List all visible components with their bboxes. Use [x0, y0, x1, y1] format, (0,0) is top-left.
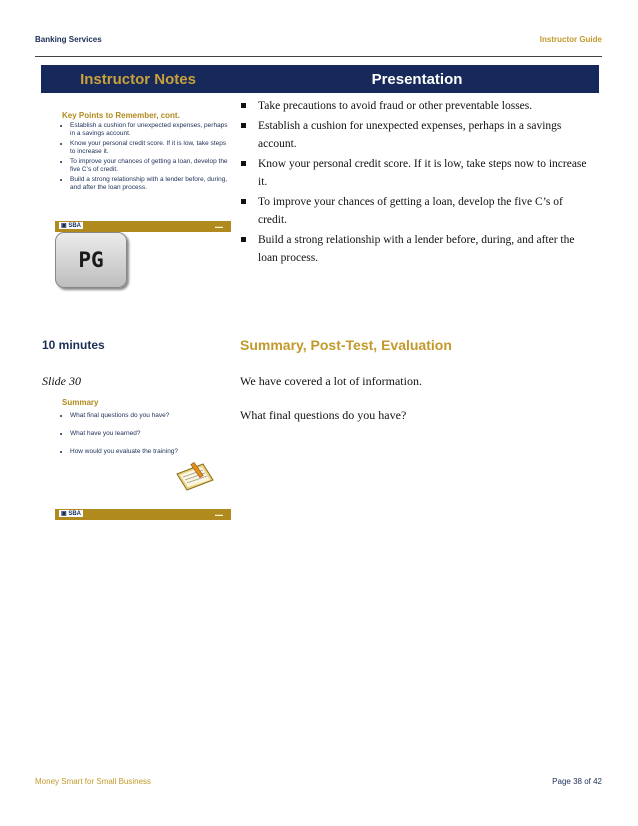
paragraph-covered: We have covered a lot of information.: [240, 374, 422, 388]
presentation-bullet: Know your personal credit score. If it is low, take steps now to increase it.: [240, 155, 592, 191]
presentation-bullet: Take precautions to avoid fraud or other preventable losses.: [240, 97, 592, 115]
slide-bullet-list: [60, 122, 228, 194]
slide-number-label: Slide 30: [42, 374, 81, 388]
slide-footer-bar: [55, 221, 231, 232]
sba-logo: ▣ SBA: [59, 510, 83, 517]
slide-bullet: • Know your personal credit score. If it is low, take steps to increase it.: [70, 140, 228, 156]
clipboard-pencil-icon: [173, 460, 217, 494]
footer-left: Money Smart for Small Business: [35, 777, 152, 786]
slide-footer-mark: ▬▬: [215, 512, 223, 517]
page-number: Page 38 of 42: [552, 777, 602, 786]
pg-badge: PG: [55, 232, 127, 288]
presentation-bullet: Build a strong relationship with a lender before, during, and after the loan process.: [240, 231, 592, 267]
instructor-notes-heading: Instructor Notes: [41, 65, 235, 93]
slide-bullet-list: [60, 412, 228, 458]
slide-title: Key Points to Remember, cont.: [62, 111, 180, 120]
paragraph-questions: What final questions do you have?: [240, 408, 407, 422]
header-right: Instructor Guide: [539, 35, 602, 44]
slide-footer-bar: [55, 509, 231, 520]
header-left: Banking Services: [35, 35, 102, 44]
presentation-bullet: To improve your chances of getting a loan, develop the five C’s of credit.: [240, 193, 592, 229]
time-duration: 10 minutes: [42, 338, 105, 352]
section-title: Summary, Post-Test, Evaluation: [240, 337, 452, 353]
slide-bullet: • Establish a cushion for unexpected expenses, perhaps in a savings account.: [70, 122, 228, 138]
slide-thumbnail-key-points: [55, 100, 231, 232]
slide-bullet: • What final questions do you have?: [70, 412, 228, 420]
slide-thumbnail-summary: [55, 392, 231, 520]
sba-logo: ▣ SBA: [59, 222, 83, 229]
presentation-heading: Presentation: [235, 65, 599, 93]
slide-bullet: • What have you learned?: [70, 430, 228, 438]
slide-footer-mark: ▬▬: [215, 224, 223, 229]
header-divider: [35, 56, 602, 57]
slide-bullet: • How would you evaluate the training?: [70, 448, 228, 456]
presentation-bullet-list: [240, 97, 592, 269]
slide-bullet: • Build a strong relationship with a lender before, during, and after the loan process.: [70, 176, 228, 192]
slide-title: Summary: [62, 398, 99, 407]
presentation-bullet: Establish a cushion for unexpected expenses, perhaps in a savings account.: [240, 117, 592, 153]
slide-bullet: • To improve your chances of getting a loan, develop the five C’s of credit.: [70, 158, 228, 174]
